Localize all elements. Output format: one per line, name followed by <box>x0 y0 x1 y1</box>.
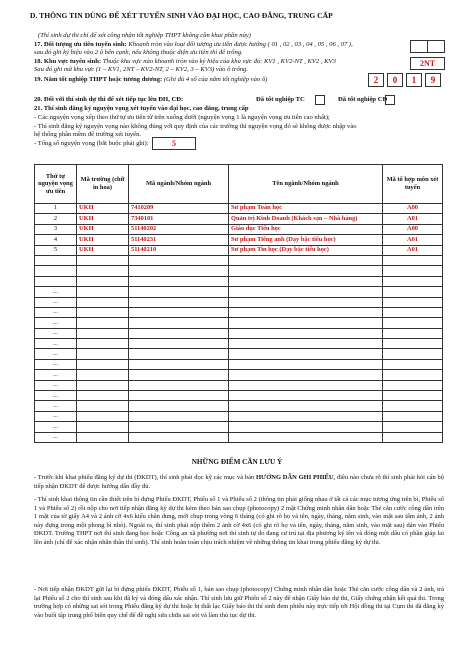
cell-priority[interactable]: ... <box>35 318 77 328</box>
cell-major-code[interactable] <box>129 422 229 432</box>
q18-label: 18. Khu vực tuyển sinh: <box>34 58 102 65</box>
cell-school-code[interactable] <box>77 359 129 369</box>
cell-priority[interactable] <box>35 266 77 276</box>
table-row <box>35 297 443 307</box>
cell-combination-code[interactable] <box>383 297 443 307</box>
cell-priority[interactable] <box>35 276 77 286</box>
header-combination-code: Mã tổ hợp môn xét tuyển <box>383 165 443 204</box>
cell-school-code[interactable]: UKH <box>77 235 129 245</box>
cell-school-code[interactable] <box>77 432 129 442</box>
cell-major-name[interactable] <box>229 411 383 421</box>
cell-priority[interactable]: ... <box>35 297 77 307</box>
cell-major-name[interactable] <box>229 370 383 380</box>
header-school-code: Mã trường (chữ in hoa) <box>77 165 129 204</box>
cell-major-name[interactable]: Sư phạm Tin học (Dạy bậc tiểu học) <box>229 245 383 255</box>
cell-major-name[interactable] <box>229 307 383 317</box>
table-row <box>35 391 443 401</box>
cell-school-code[interactable] <box>77 318 129 328</box>
notes-paragraph-1: - Trước khi khai phiếu đăng ký dự thi (ĐKDT), thí sinh phải đọc kỹ các mục và bản HƯỚNG DẪN GHI PHIẾU, điều nào chưa rõ thí sinh phải hỏi cán bộ tiếp nhận ĐKDT để được hướng dẫn đầy đủ. <box>34 474 444 490</box>
cell-major-name[interactable] <box>229 391 383 401</box>
cell-major-code[interactable] <box>129 432 229 442</box>
cell-priority[interactable]: 3 <box>35 224 77 234</box>
notes-paragraph-2: - Thí sinh khai thông tin cần thiết trên bì đựng Phiếu ĐKDT, Phiếu số 1 và Phiếu số 2 (thông tin phải giống nhau ở tất cả các mục tương ứng trên bì, Phiếu số 1 và Phiếu số 2) rồi nộp cho nơi tiếp nhận đăng ký dự thi kèm theo bản sao chụp (photocopy) 2 mặt Chứng minh nhân dân hoặc Thẻ căn cước công dân trên 1 mặt của tờ giấy A4 và 2 ảnh cỡ 4x6 kiểu chân dung, mới chụp trong vòng 6 tháng (có ghi rõ họ và tên, ngày, tháng, năm sinh, vào mặt sau tấm ảnh, 2 ảnh này đựng trong một phong bì nhỏ). Ngoài ra, thí sinh phải nộp thêm 2 ảnh cỡ 4x6 (có ghi rõ họ và tên, ngày, tháng, năm sinh, vào mặt sau) dán vào Phiếu ĐKDT. Trường THPT nơi thí sinh đang học hoặc Công an xã phường nơi thí sinh tự do đang cư trú tại địa phương ký tên và đóng một dấu có phần giáp lai lên ảnh (chỉ để xác nhận nhân thân thí sinh). Thí sinh hoàn toàn chịu trách nhiệm về những thông tin khai trong phiếu đăng ký dự thi. <box>34 496 444 546</box>
cell-school-code[interactable] <box>77 287 129 297</box>
cell-major-name[interactable] <box>229 380 383 390</box>
table-row <box>35 328 443 338</box>
cell-school-code[interactable]: UKH <box>77 214 129 224</box>
q19-digit-3[interactable]: 1 <box>406 73 422 87</box>
q17-label: 17. Đối tượng ưu tiên tuyển sinh: <box>34 41 127 48</box>
q21-line2: - Thí sinh đăng ký nguyện vọng nào không đúng với quy định của các trường thì nguyện vọng đó sẽ không được nhập vào <box>34 123 357 130</box>
cell-school-code[interactable] <box>77 307 129 317</box>
table-row <box>35 318 443 328</box>
cell-school-code[interactable]: UKH <box>77 204 129 214</box>
cell-major-code[interactable] <box>129 307 229 317</box>
cell-major-code[interactable]: 7410209 <box>129 204 229 214</box>
cell-major-name[interactable] <box>229 318 383 328</box>
table-row <box>35 411 443 421</box>
table-row <box>35 245 443 255</box>
cell-school-code[interactable] <box>77 297 129 307</box>
cell-school-code[interactable] <box>77 255 129 265</box>
table-row <box>35 204 443 214</box>
cell-school-code[interactable] <box>77 349 129 359</box>
cell-priority[interactable]: ... <box>35 432 77 442</box>
q19-digit-2[interactable]: 0 <box>387 73 403 87</box>
cell-priority[interactable]: 4 <box>35 235 77 245</box>
cell-major-code[interactable] <box>129 349 229 359</box>
cell-major-name[interactable] <box>229 297 383 307</box>
table-row <box>35 235 443 245</box>
cell-major-name[interactable] <box>229 287 383 297</box>
cell-combination-code[interactable] <box>383 276 443 286</box>
q17-text: Khoanh tròn vào loại đối tượng ưu tiên được hưởng ( 01 , 02 , 03 , 04 , 05 , 06 , 07 ), <box>128 41 353 48</box>
cell-priority[interactable]: ... <box>35 411 77 421</box>
cell-major-code[interactable] <box>129 318 229 328</box>
cell-priority[interactable]: ... <box>35 339 77 349</box>
cell-major-code[interactable] <box>129 359 229 369</box>
cell-combination-code[interactable]: A00 <box>383 204 443 214</box>
cell-priority[interactable]: ... <box>35 307 77 317</box>
header-priority: Thứ tự nguyện vọng ưu tiên <box>35 165 77 204</box>
cell-school-code[interactable] <box>77 339 129 349</box>
q20-tc-label: Đã tốt nghiệp TC <box>256 96 305 103</box>
q20-cd-label: Đã tốt nghiệp CĐ <box>338 96 388 103</box>
cell-major-code[interactable] <box>129 401 229 411</box>
cell-major-code[interactable] <box>129 266 229 276</box>
cell-combination-code[interactable] <box>383 287 443 297</box>
q17-box-1[interactable] <box>410 40 428 53</box>
cell-combination-code[interactable] <box>383 432 443 442</box>
cell-combination-code[interactable] <box>383 411 443 421</box>
table-row <box>35 432 443 442</box>
cell-school-code[interactable] <box>77 391 129 401</box>
cell-major-code[interactable] <box>129 297 229 307</box>
cell-combination-code[interactable] <box>383 380 443 390</box>
cell-major-name[interactable] <box>229 422 383 432</box>
notes-title: NHỮNG ĐIỂM CẦN LƯU Ý <box>191 458 283 466</box>
notes-paragraph-3: - Nơi tiếp nhận ĐKDT gửi lại bì đựng phiếu ĐKDT, Phiếu số 1, bản sao chụp (photocopy) Chứng minh nhân dân hoặc Thẻ căn cước công dân và 2 ảnh, trả lại Phiếu số 2 cho thí sinh sau khi đã ký và đóng dấu xác nhận. Thí sinh lưu giữ Phiếu số 2 này để nhận Giấy báo dự thi, Giấy chứng nhận kết quả thi. Trong trường hợp có những sai sót trong Phiếu đăng ký dự thi hoặc bị thất lạc Giấy báo thi thí sinh đem phiếu này trực tiếp tới Hội đồng thi tại Cụm thi đã đăng ký vào buổi tập trung phổ biến quy chế để đề nghị sửa chữa sai sót và làm thủ tục dự thi. <box>34 586 444 619</box>
cell-priority[interactable] <box>35 255 77 265</box>
cell-combination-code[interactable] <box>383 255 443 265</box>
cell-combination-code[interactable] <box>383 339 443 349</box>
cell-major-code[interactable] <box>129 370 229 380</box>
cell-major-code[interactable] <box>129 380 229 390</box>
cell-school-code[interactable] <box>77 370 129 380</box>
cell-priority[interactable]: ... <box>35 328 77 338</box>
cell-combination-code[interactable]: A01 <box>383 214 443 224</box>
cell-major-name[interactable] <box>229 359 383 369</box>
section-title: D. THÔNG TIN DÙNG ĐỂ XÉT TUYỂN SINH VÀO ĐẠI HỌC, CAO ĐẲNG, TRUNG CẤP <box>30 11 333 20</box>
cell-school-code[interactable] <box>77 266 129 276</box>
cell-priority[interactable]: ... <box>35 287 77 297</box>
cell-major-code[interactable] <box>129 287 229 297</box>
wish-table <box>34 164 443 443</box>
table-row <box>35 214 443 224</box>
q18-value-box[interactable]: 2NT <box>410 57 445 70</box>
wish-table-body <box>35 204 443 443</box>
cell-major-name[interactable]: Sư phạm Toán học <box>229 204 383 214</box>
q19-digit-1[interactable]: 2 <box>368 73 384 87</box>
cell-combination-code[interactable] <box>383 370 443 380</box>
cell-combination-code[interactable] <box>383 359 443 369</box>
q19-note: (Ghi đủ 4 số của năm tốt nghiệp vào ô) <box>163 76 268 83</box>
cell-priority[interactable]: ... <box>35 359 77 369</box>
cell-school-code[interactable] <box>77 276 129 286</box>
q21-line1: - Các nguyện vọng xếp theo thứ tự ưu tiên từ trên xuống dưới (nguyện vọng 1 là nguyện vọng ưu tiên cao nhất); <box>34 114 330 121</box>
cell-priority[interactable]: ... <box>35 349 77 359</box>
table-row <box>35 339 443 349</box>
cell-priority[interactable]: 5 <box>35 245 77 255</box>
q17-text2: sau đó ghi ký hiệu vào 2 ô bên cạnh, nếu không thuộc diện ưu tiên thì để trống. <box>34 49 243 56</box>
cell-priority[interactable]: ... <box>35 401 77 411</box>
table-row <box>35 224 443 234</box>
cell-major-code[interactable]: 51140231 <box>129 235 229 245</box>
table-row <box>35 307 443 317</box>
table-row <box>35 287 443 297</box>
cell-combination-code[interactable] <box>383 328 443 338</box>
table-row <box>35 380 443 390</box>
cell-school-code[interactable] <box>77 422 129 432</box>
cell-school-code[interactable] <box>77 401 129 411</box>
table-row <box>35 349 443 359</box>
cell-major-code[interactable]: 51140210 <box>129 245 229 255</box>
cell-combination-code[interactable] <box>383 266 443 276</box>
cell-school-code[interactable]: UKH <box>77 245 129 255</box>
cell-major-code[interactable] <box>129 411 229 421</box>
cell-combination-code[interactable] <box>383 391 443 401</box>
q21-total-box[interactable]: 5 <box>152 137 196 150</box>
cell-combination-code[interactable] <box>383 307 443 317</box>
cell-major-name[interactable] <box>229 328 383 338</box>
cell-major-name[interactable] <box>229 276 383 286</box>
cell-school-code[interactable]: UKH <box>77 224 129 234</box>
cell-priority[interactable]: 1 <box>35 204 77 214</box>
cell-combination-code[interactable]: A01 <box>383 235 443 245</box>
q21-label: 21. Thí sinh đăng ký nguyện vọng xét tuyển vào đại học, cao đẳng, trung cấp <box>34 105 249 112</box>
cell-school-code[interactable] <box>77 328 129 338</box>
cell-combination-code[interactable] <box>383 422 443 432</box>
cell-major-name[interactable]: Quản trị Kinh Doanh (Khách sạn – Nhà hàng) <box>229 214 383 224</box>
cell-major-code[interactable] <box>129 391 229 401</box>
cell-major-name[interactable] <box>229 349 383 359</box>
cell-major-code[interactable]: 51140202 <box>129 224 229 234</box>
table-row <box>35 266 443 276</box>
cell-major-code[interactable] <box>129 328 229 338</box>
q19-digit-4[interactable]: 9 <box>425 73 441 87</box>
q19-label: 19. Năm tốt nghiệp THPT hoặc tương đương: <box>34 76 163 83</box>
table-row <box>35 276 443 286</box>
cell-major-name[interactable] <box>229 266 383 276</box>
cell-combination-code[interactable]: A01 <box>383 245 443 255</box>
q19-line <box>34 76 267 84</box>
cell-major-name[interactable] <box>229 255 383 265</box>
q18-text2: Sau đó ghi mã khu vực (1 – KV1, 2NT – KV2-NT, 2 – KV2, 3 – KV3) vào ô trống. <box>34 66 248 73</box>
cell-priority[interactable]: ... <box>35 380 77 390</box>
cell-combination-code[interactable] <box>383 318 443 328</box>
cell-combination-code[interactable] <box>383 349 443 359</box>
cell-priority[interactable]: ... <box>35 391 77 401</box>
cell-major-name[interactable] <box>229 432 383 442</box>
cell-major-code[interactable] <box>129 255 229 265</box>
cell-major-code[interactable]: 7340101 <box>129 214 229 224</box>
cell-major-code[interactable] <box>129 339 229 349</box>
table-row <box>35 401 443 411</box>
cell-school-code[interactable] <box>77 411 129 421</box>
q20-cd-checkbox[interactable] <box>385 95 395 105</box>
q21-total-label: - Tổng số nguyện vọng (bắt buộc phải ghi): <box>34 140 149 147</box>
table-row <box>35 422 443 432</box>
wish-table-header <box>35 165 443 204</box>
q21-line3: hệ thống phần mềm để trường xét tuyển. <box>34 131 142 138</box>
table-row <box>35 255 443 265</box>
header-major-name: Tên ngành/Nhóm ngành <box>229 165 383 204</box>
q20-label: 20. Đối với thí sinh dự thi để xét tiếp tục lên ĐH, CĐ: <box>34 96 184 103</box>
section-note: (Thí sinh dự thi chỉ để xét công nhận tốt nghiệp THPT không cần khai phần này) <box>38 32 251 39</box>
table-row <box>35 359 443 369</box>
cell-major-name[interactable]: Sư phạm Tiếng anh (Dạy bậc tiểu học) <box>229 235 383 245</box>
cell-school-code[interactable] <box>77 380 129 390</box>
cell-major-code[interactable] <box>129 276 229 286</box>
cell-priority[interactable]: 2 <box>35 214 77 224</box>
cell-combination-code[interactable]: A00 <box>383 224 443 234</box>
q17-box-2[interactable] <box>427 40 445 53</box>
cell-priority[interactable]: ... <box>35 370 77 380</box>
cell-major-name[interactable]: Giáo dục Tiểu học <box>229 224 383 234</box>
table-row <box>35 370 443 380</box>
header-major-code: Mã ngành/Nhóm ngành <box>129 165 229 204</box>
q18-text: Thuộc khu vực nào khoanh tròn vào ký hiệu của khu vực đó: KV1 , KV2-NT , KV2 , KV3 <box>102 58 336 65</box>
cell-combination-code[interactable] <box>383 401 443 411</box>
cell-priority[interactable]: ... <box>35 422 77 432</box>
cell-major-name[interactable] <box>229 401 383 411</box>
cell-major-name[interactable] <box>229 339 383 349</box>
q20-tc-checkbox[interactable] <box>315 95 325 105</box>
